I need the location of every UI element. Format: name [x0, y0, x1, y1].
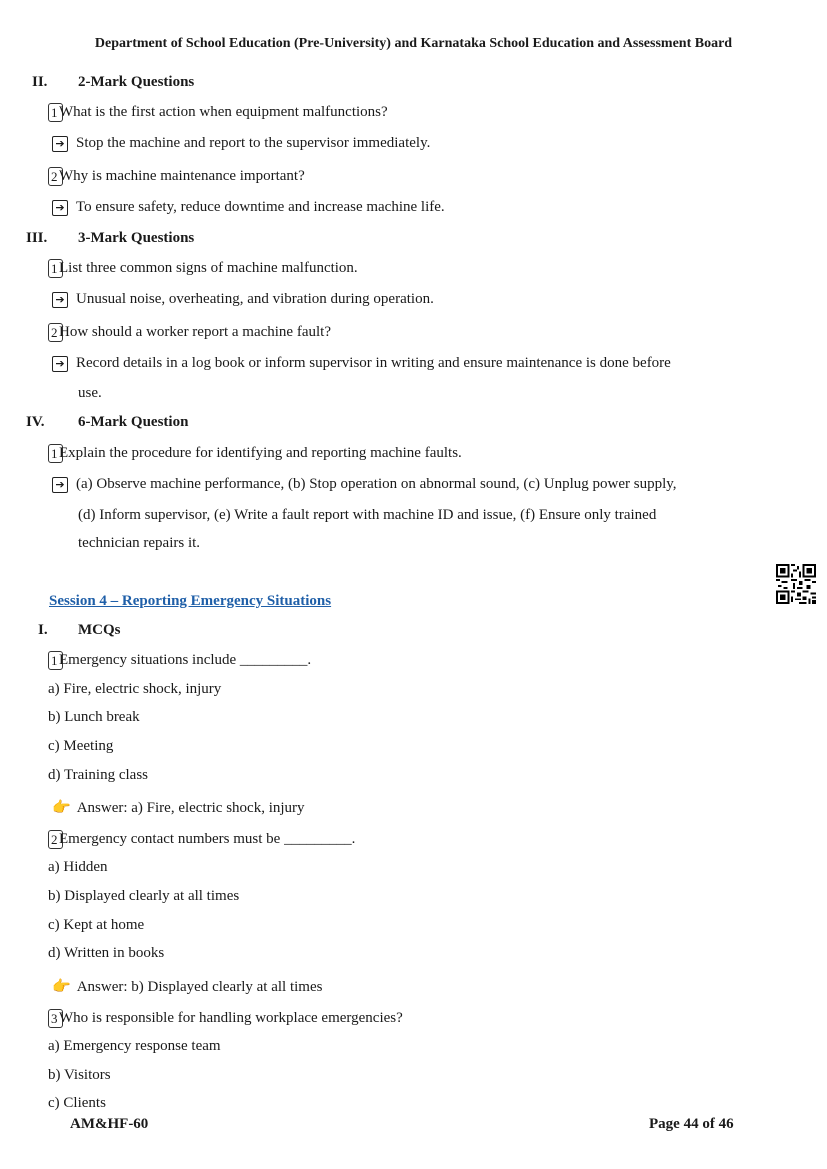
answer-text: To ensure safety, reduce downtime and increase machine life. — [76, 199, 445, 215]
question-text: List three common signs of machine malfunction. — [59, 259, 358, 276]
qr-code-icon — [776, 564, 816, 604]
section-number: IV. — [26, 414, 45, 430]
option-item: d) Written in books — [48, 945, 165, 961]
arrow-icon: ➔ — [52, 356, 68, 372]
section-title: MCQs — [78, 622, 121, 638]
arrow-icon: ➔ — [52, 292, 68, 308]
footer-code: AM&HF-60 — [70, 1116, 149, 1132]
section-title: 2-Mark Questions — [78, 74, 195, 90]
question-number: 2 — [48, 323, 63, 342]
question-text: What is the first action when equipment malfunctions? — [59, 103, 388, 120]
question-item — [48, 1009, 403, 1028]
question-number: 1 — [48, 259, 63, 278]
question-number: 1 — [48, 103, 63, 122]
answer-text: Answer: b) Displayed clearly at all times — [76, 979, 323, 995]
option-item: b) Displayed clearly at all times — [48, 888, 240, 904]
session-heading-link[interactable]: Session 4 – Reporting Emergency Situations — [49, 593, 332, 609]
question-item — [48, 167, 305, 186]
option-item: c) Meeting — [48, 738, 114, 754]
answer-text: Unusual noise, overheating, and vibration during operation. — [76, 291, 434, 307]
answer-item — [52, 476, 677, 493]
question-text: How should a worker report a machine fault? — [59, 323, 331, 340]
question-number: 3 — [48, 1009, 63, 1028]
question-text: Explain the procedure for identifying and reporting machine faults. — [59, 444, 462, 461]
question-text: Who is responsible for handling workplace emergencies? — [59, 1009, 403, 1026]
option-item: a) Fire, electric shock, injury — [48, 681, 222, 697]
section-title: 6-Mark Question — [78, 414, 189, 430]
answer-item — [52, 798, 305, 817]
question-item — [48, 259, 358, 278]
answer-item — [52, 355, 671, 372]
arrow-icon: ➔ — [52, 477, 68, 493]
question-item — [48, 323, 331, 342]
option-item: b) Visitors — [48, 1067, 111, 1083]
question-number: 2 — [48, 830, 63, 849]
option-item: c) Kept at home — [48, 917, 145, 933]
question-item — [48, 444, 462, 463]
option-item: a) Hidden — [48, 859, 108, 875]
page-header: Department of School Education (Pre-University) and Karnataka School Education and Assessment Board — [94, 36, 733, 51]
option-item: d) Training class — [48, 767, 149, 783]
question-item — [48, 651, 311, 670]
question-item — [48, 103, 388, 122]
question-text: Emergency contact numbers must be _________. — [59, 830, 356, 847]
answer-item — [52, 199, 445, 216]
answer-item — [52, 291, 434, 308]
question-text: Why is machine maintenance important? — [59, 167, 305, 184]
answer-item — [52, 977, 322, 996]
pointing-hand-icon: 👉 — [52, 977, 71, 995]
section-number: III. — [26, 230, 48, 246]
answer-continuation: use. — [78, 385, 102, 401]
answer-text: Record details in a log book or inform supervisor in writing and ensure maintenance is done before — [76, 355, 671, 371]
answer-continuation: technician repairs it. — [78, 535, 201, 551]
section-number: I. — [38, 622, 48, 638]
question-number: 2 — [48, 167, 63, 186]
answer-text: Stop the machine and report to the supervisor immediately. — [76, 135, 431, 151]
option-item: c) Clients — [48, 1095, 106, 1111]
page-number: Page 44 of 46 — [649, 1116, 734, 1132]
question-item — [48, 830, 355, 849]
answer-text: Answer: a) Fire, electric shock, injury — [76, 800, 305, 816]
pointing-hand-icon: 👉 — [52, 798, 71, 816]
section-number: II. — [32, 74, 48, 90]
answer-continuation: (d) Inform supervisor, (e) Write a fault report with machine ID and issue, (f) Ensure only trained — [78, 507, 657, 523]
question-text: Emergency situations include _________. — [59, 651, 312, 668]
answer-text: (a) Observe machine performance, (b) Stop operation on abnormal sound, (c) Unplug power supply, — [76, 476, 677, 492]
option-item: b) Lunch break — [48, 709, 140, 725]
answer-item — [52, 135, 430, 152]
arrow-icon: ➔ — [52, 136, 68, 152]
question-number: 1 — [48, 651, 63, 670]
option-item: a) Emergency response team — [48, 1038, 221, 1054]
arrow-icon: ➔ — [52, 200, 68, 216]
question-number: 1 — [48, 444, 63, 463]
section-title: 3-Mark Questions — [78, 230, 195, 246]
